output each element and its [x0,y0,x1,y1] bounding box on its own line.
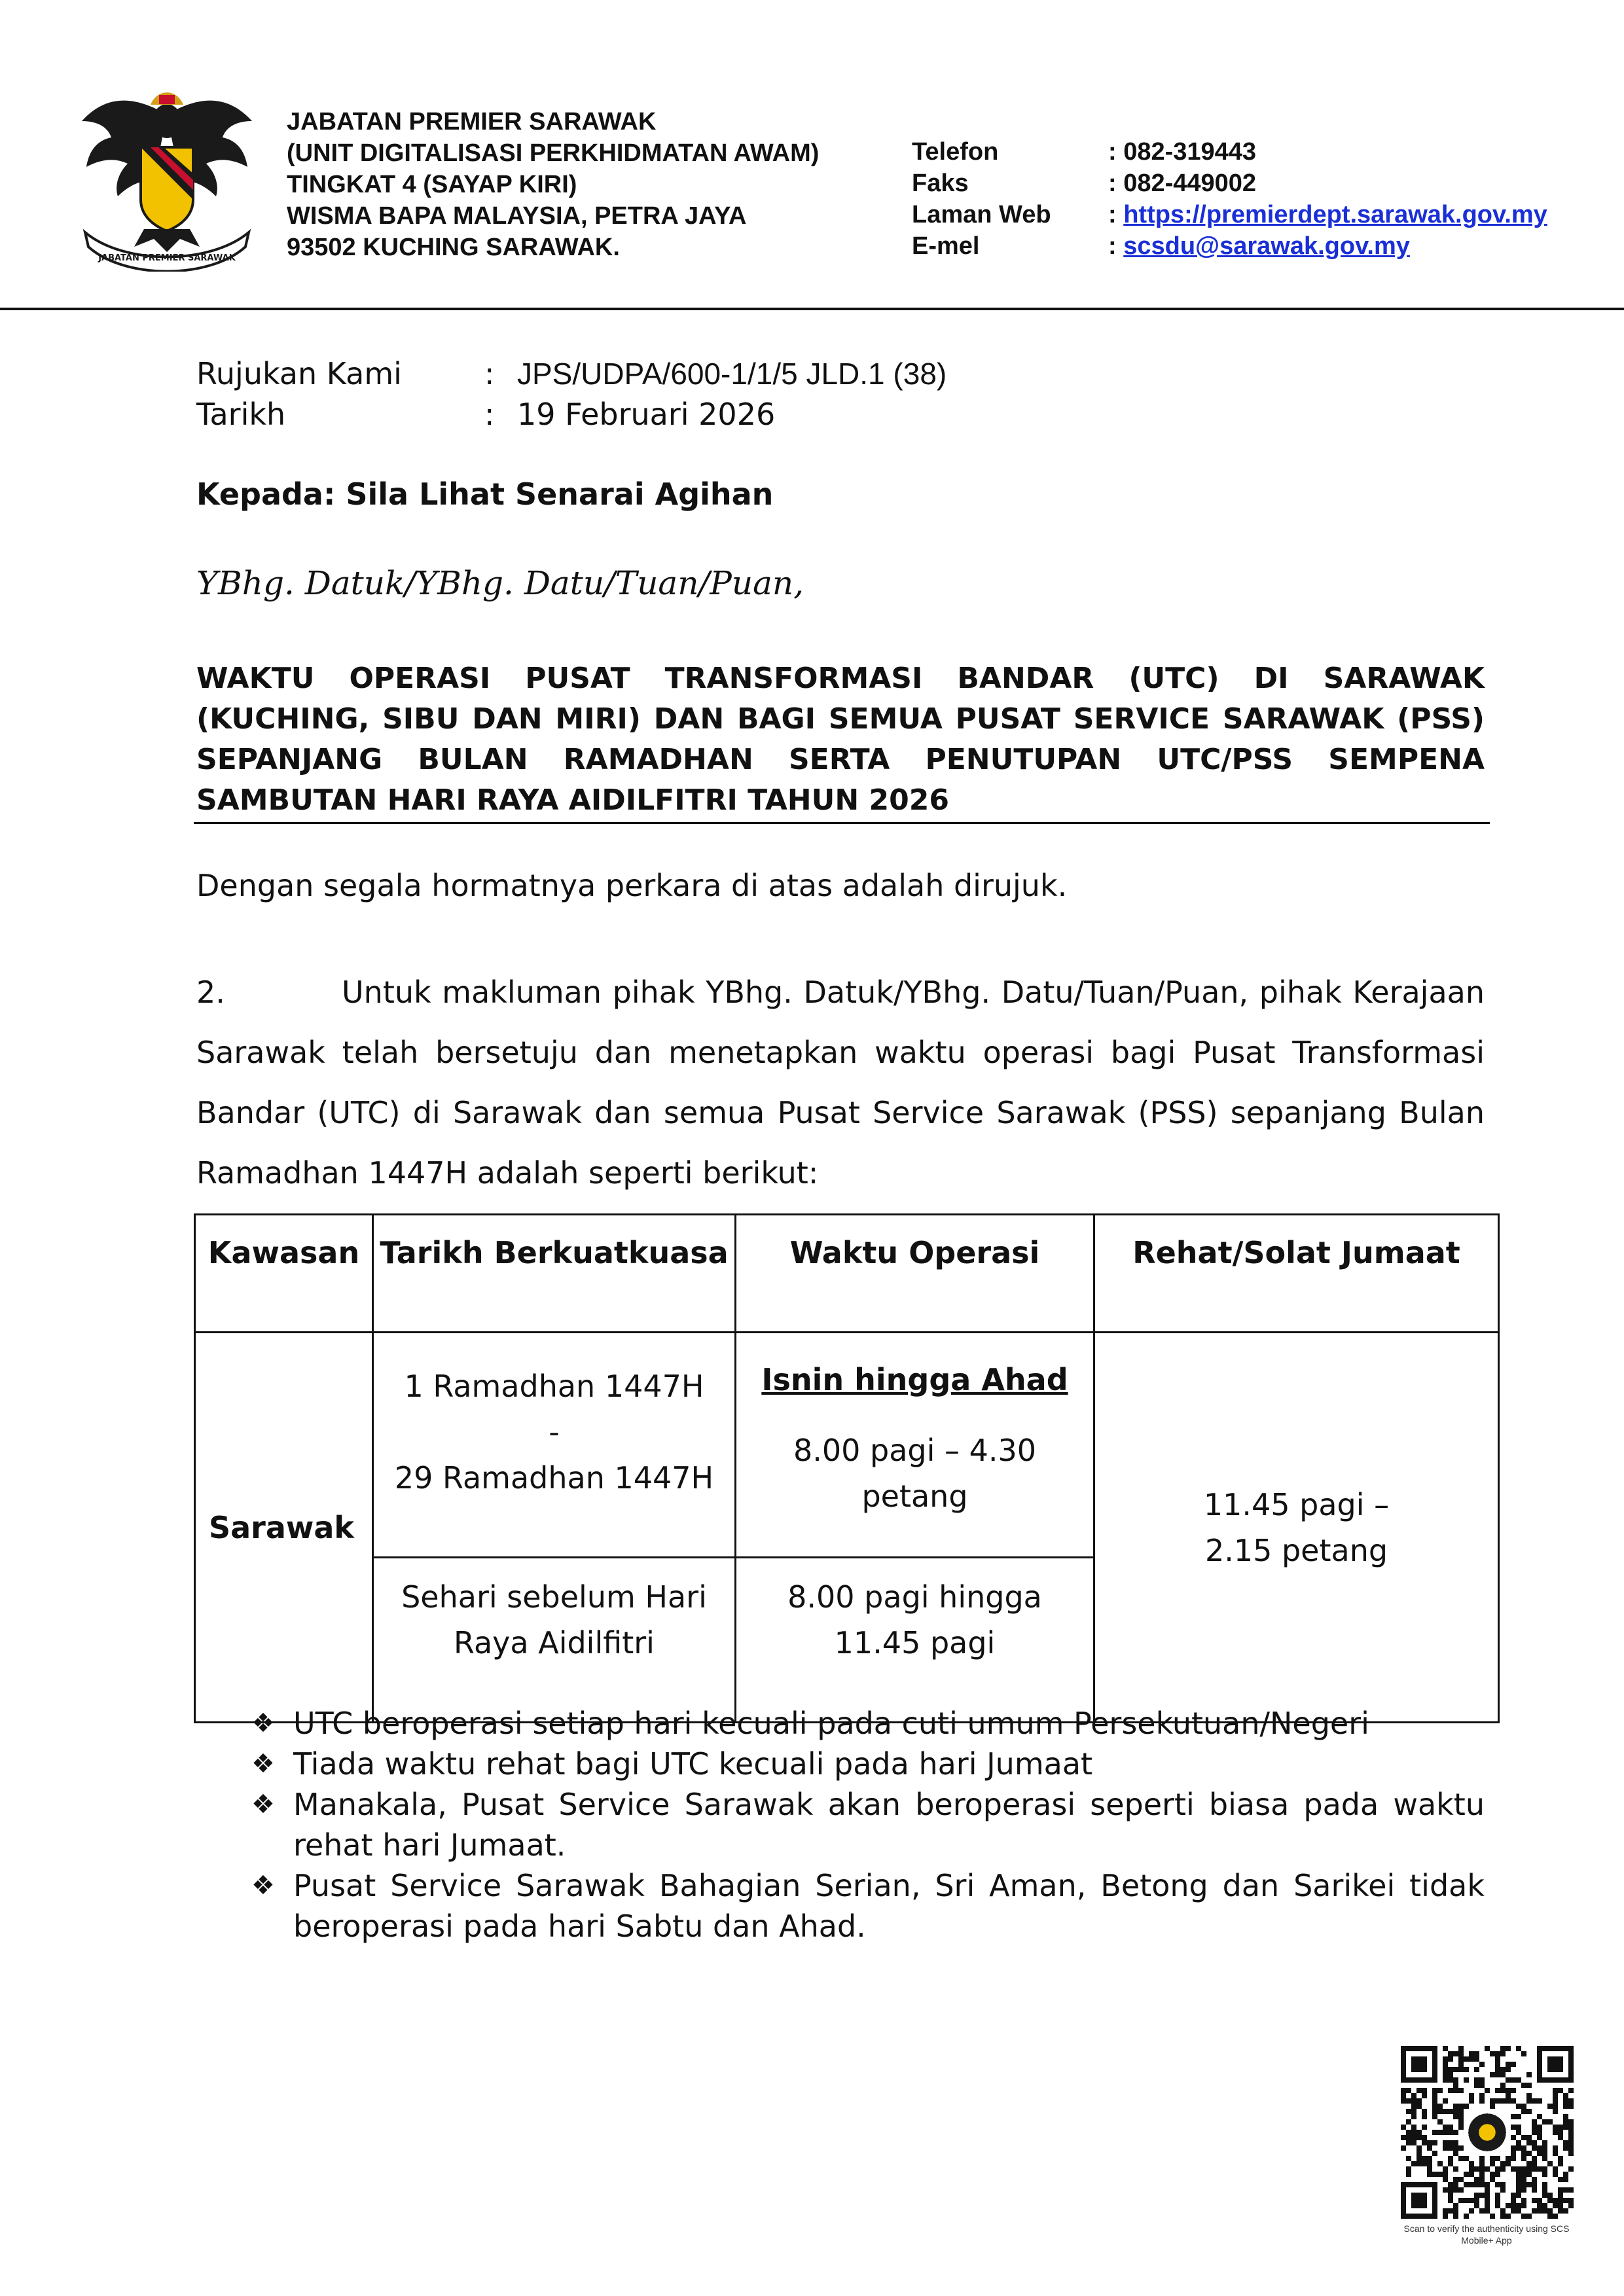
diamond-bullet-icon: ❖ [251,1871,275,1901]
table-header-row [195,1215,1499,1333]
contact-label: Telefon [912,138,999,166]
contact-fax [912,168,1547,199]
header-region: Kawasan [195,1215,373,1333]
organisation-address [287,106,819,263]
header-friday-break: Rehat/Solat Jumaat [1094,1215,1499,1333]
date-label: Tarikh [196,397,286,432]
paragraph-text: Untuk makluman pihak YBhg. Datuk/YBhg. Datu/Tuan/Puan, pihak Kerajaan Sarawak telah bersetuju dan menetapkan waktu operasi bagi Pusat Transformasi Bandar (UTC) di Sarawak dan semua Pusat Service Sarawak (PSS) sepanjang Bulan Ramadhan 1447H adalah seperti berikut: [196,975,1485,1191]
qr-caption: Scan to verify the authenticity using SCS Mobile+ App [1403,2223,1570,2246]
org-line: 93502 KUCHING SARAWAK. [287,234,620,261]
list-item [251,1865,1485,1946]
subject-underline [194,822,1490,824]
reference-colon: : [484,356,495,391]
email-link[interactable]: scsdu@sarawak.gov.my [1123,232,1410,260]
list-item [251,1703,1485,1744]
reference-row [196,353,947,394]
date-dash: - [549,1414,560,1450]
org-line: TINGKAT 4 (SAYAP KIRI) [287,171,577,198]
date-from: 1 Ramadhan 1447H [404,1369,704,1404]
list-item [251,1744,1485,1784]
region-cell: Sarawak [195,1333,373,1723]
paragraph-number: 2. [196,975,225,1010]
contact-details [912,136,1547,262]
crest-ribbon-text: JABATAN PREMIER SARAWAK [98,253,236,263]
website-link[interactable]: https://premierdept.sarawak.gov.my [1123,201,1547,228]
date-row [196,394,947,435]
ramadhan-period-cell [373,1333,736,1558]
contact-colon: : [1108,201,1124,228]
date-value: 19 Februari 2026 [517,397,776,432]
contact-colon: : [1108,232,1124,260]
contact-label: Faks [912,170,969,197]
diamond-bullet-icon: ❖ [251,1749,275,1779]
contact-phone [912,136,1547,168]
date-to: 29 Ramadhan 1447H [394,1460,714,1496]
contact-value: : 082-449002 [1108,170,1257,197]
header-effective-date: Tarikh Berkuatkuasa [373,1215,736,1333]
verification-qr-code[interactable] [1401,2046,1574,2219]
note-text: Tiada waktu rehat bagi UTC kecuali pada hari Jumaat [293,1746,1093,1782]
reference-label: Rujukan Kami [196,356,402,391]
reference-block [196,353,947,435]
operating-hours-table [194,1213,1500,1723]
header-operating-hours: Waktu Operasi [736,1215,1094,1333]
letterhead-divider [0,308,1624,310]
subject-heading: WAKTU OPERASI PUSAT TRANSFORMASI BANDAR (UTC) DI SARAWAK (KUCHING, SIBU DAN MIRI) DAN BAGI SEMUA PUSAT SERVICE SARAWAK (PSS) SEPANJANG BULAN RAMADHAN SERTA PENUTUPAN UTC/PSS SEMPENA SAMBUTAN HARI RAYA AIDILFITRI TAHUN 2026 [196,662,1485,817]
contact-website [912,199,1547,230]
friday-break-cell: 11.45 pagi – 2.15 petang [1094,1333,1499,1723]
table-row [195,1333,1499,1558]
contact-email [912,230,1547,262]
opening-paragraph: Dengan segala hormatnya perkara di atas adalah dirujuk. [196,868,1068,903]
eve-hours-cell: 8.00 pagi hingga 11.45 pagi [736,1558,1094,1723]
recipient-line: Kepada: Sila Lihat Senarai Agihan [196,476,774,512]
operating-days: Isnin hingga Ahad [761,1362,1068,1397]
reference-number: JPS/UDPA/600-1/1/5 JLD.1 (38) [517,357,947,391]
date-colon: : [484,397,495,432]
diamond-bullet-icon: ❖ [251,1789,275,1820]
org-line: JABATAN PREMIER SARAWAK [287,108,657,135]
notes-list [251,1703,1485,1946]
salutation: YBhg. Datuk/YBhg. Datu/Tuan/Puan, [196,564,804,602]
list-item [251,1784,1485,1865]
paragraph-2 [196,962,1485,1203]
department-crest [72,75,262,272]
note-text: Manakala, Pusat Service Sarawak akan beroperasi seperti biasa pada waktu rehat hari Jumaat. [293,1787,1485,1863]
contact-value: : 082-319443 [1108,138,1257,166]
eve-date-cell: Sehari sebelum Hari Raya Aidilfitri [373,1558,736,1723]
operating-hours: 8.00 pagi – 4.30 petang [793,1433,1037,1514]
note-text: Pusat Service Sarawak Bahagian Serian, Sri Aman, Betong dan Sarikei tidak beroperasi pada hari Sabtu dan Ahad. [293,1868,1485,1944]
org-line: WISMA BAPA MALAYSIA, PETRA JAYA [287,202,747,230]
contact-label: E-mel [912,232,980,260]
diamond-bullet-icon: ❖ [251,1708,275,1738]
org-line: (UNIT DIGITALISASI PERKHIDMATAN AWAM) [287,139,820,167]
ramadhan-hours-cell [736,1333,1094,1558]
contact-label: Laman Web [912,201,1051,228]
note-text: UTC beroperasi setiap hari kecuali pada cuti umum Persekutuan/Negeri [293,1706,1369,1741]
